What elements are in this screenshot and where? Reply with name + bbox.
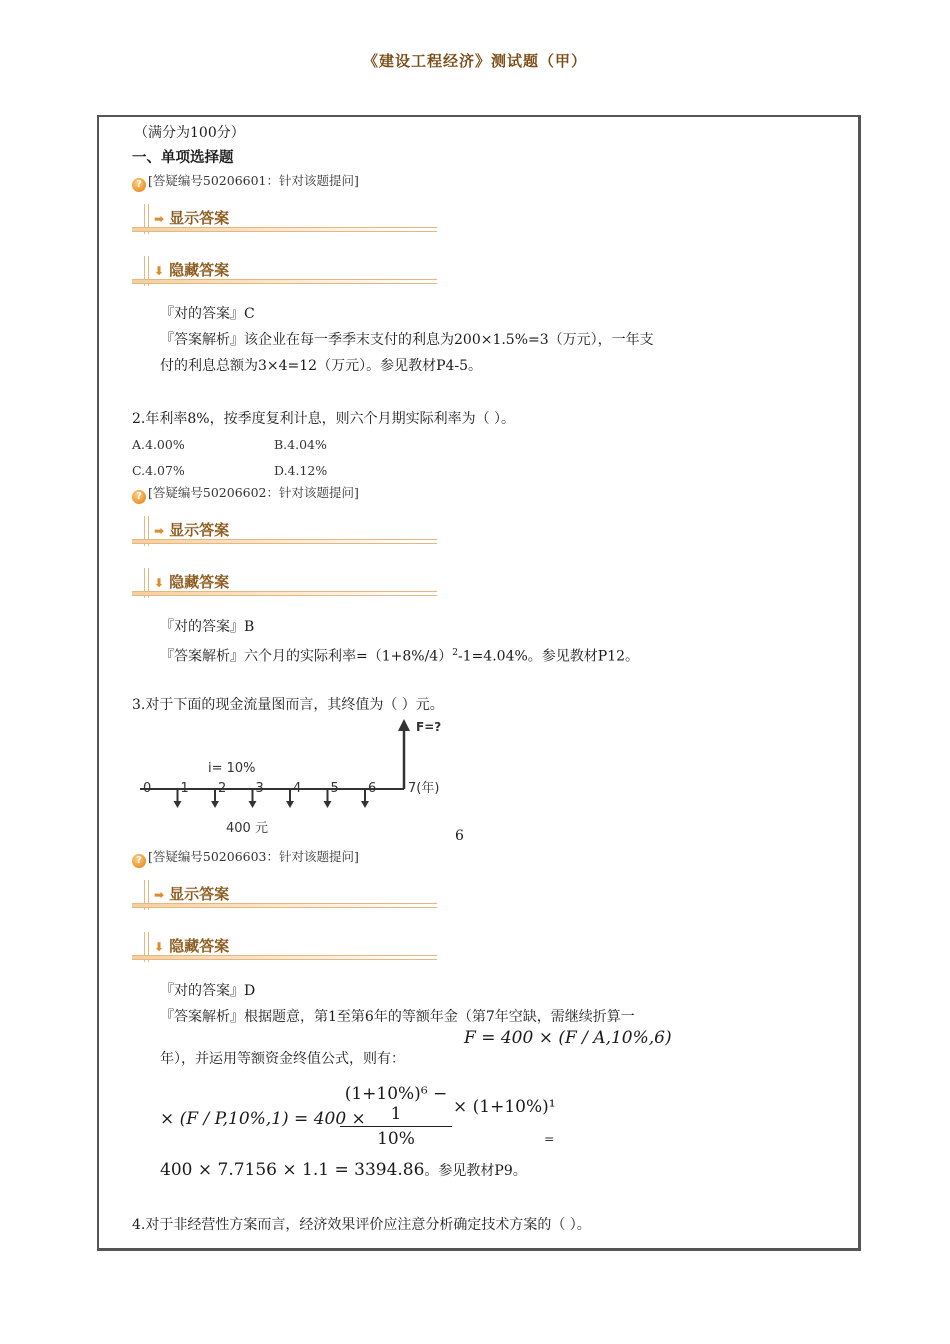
hide-answer-button[interactable]: ⬇ 隐藏答案	[132, 932, 437, 962]
arrow-down-icon: ⬇	[154, 940, 165, 954]
option-b: B.4.04%	[274, 437, 327, 452]
period-tick-label: 0	[143, 781, 152, 796]
period-tick-label: 5	[330, 781, 339, 796]
answer-q3: 『对的答案』D	[160, 983, 256, 999]
ask-link-q2[interactable]: ? [答疑编号50206602：针对该题提问]	[132, 483, 359, 501]
end-period-label: 7(年)	[408, 781, 440, 796]
explanation-q3-line1: 『答案解析』根据题意，第1至第6年的等额年金（第7年空缺，需继续折算一	[160, 1009, 635, 1025]
arrow-right-icon: ➡	[154, 212, 165, 226]
amount-label: 400 元	[226, 821, 268, 836]
question-3-stem: 3.对于下面的现金流量图而言，其终值为（ ）元。	[132, 697, 444, 713]
arrow-down-icon: ⬇	[154, 264, 165, 278]
arrow-right-icon: ➡	[154, 888, 165, 902]
explanation-q1-line1: 『答案解析』该企业在每一季季末支付的利息为200×1.5%=3（万元），一年支	[160, 332, 654, 348]
payment-arrowhead	[324, 801, 332, 808]
period-tick-label: 1	[180, 781, 189, 796]
question-icon: ?	[132, 854, 146, 868]
cash-flow-diagram	[136, 715, 456, 840]
payment-arrowhead	[211, 801, 219, 808]
formula-line1: F = 400 × (F / A,10%,6)	[464, 1028, 672, 1048]
period-tick-label: 4	[293, 781, 302, 796]
payment-arrowhead	[361, 801, 369, 808]
question-4-stem: 4.对于非经营性方案而言，经济效果评价应注意分析确定技术方案的（ ）。	[132, 1217, 591, 1233]
option-c: C.4.07%	[132, 463, 185, 478]
option-d: D.4.12%	[274, 463, 328, 478]
ask-link-q3[interactable]: ? [答疑编号50206603：针对该题提问]	[132, 847, 359, 865]
payment-arrowhead	[174, 801, 182, 808]
arrow-down-icon: ⬇	[154, 576, 165, 590]
show-answer-button[interactable]: ➡ 显示答案	[132, 516, 437, 546]
question-2-stem: 2.年利率8%，按季度复利计息，则六个月期实际利率为（ ）。	[132, 411, 516, 427]
period-tick-label: 2	[218, 781, 227, 796]
answer-q2: 『对的答案』B	[160, 619, 255, 635]
payment-arrowhead	[249, 801, 257, 808]
answer-q1: 『对的答案』C	[160, 306, 255, 322]
formula-line2-left: × (F / P,10%,1) = 400 ×	[160, 1109, 366, 1129]
ask-link-q1[interactable]: ? [答疑编号50206601：针对该题提问]	[132, 171, 359, 189]
future-value-arrowhead	[398, 719, 410, 731]
payment-arrowhead	[286, 801, 294, 808]
show-answer-button[interactable]: ➡ 显示答案	[132, 880, 437, 910]
stray-number: 6	[455, 828, 464, 844]
explanation-q3-line2: 年），并运用等额资金终值公式，则有：	[160, 1051, 405, 1067]
formula-line2-right: × (1+10%)¹	[453, 1097, 556, 1117]
future-value-label: F=?	[416, 720, 442, 734]
arrow-right-icon: ➡	[154, 524, 165, 538]
fraction-numerator: (1+10%)⁶ − 1	[340, 1084, 452, 1127]
explanation-q1-line2: 付的利息总额为3×4=12（万元）。参见教材P4-5。	[160, 358, 483, 374]
explanation-q2: 『答案解析』六个月的实际利率$=(1+8\%/4)^2-1=4.04\%$。参见教材P12。	[160, 648, 640, 665]
fraction-denominator: 10%	[377, 1129, 415, 1149]
show-answer-button[interactable]: ➡ 显示答案	[132, 204, 437, 234]
question-icon: ?	[132, 490, 146, 504]
formula-fraction	[340, 1084, 452, 1149]
section-heading: 一、单项选择题	[132, 149, 234, 166]
question-icon: ?	[132, 178, 146, 192]
option-a: A.4.00%	[132, 437, 185, 452]
document-title: 《建设工程经济》测试题（甲）	[362, 52, 587, 70]
full-score: （满分为100分）	[134, 125, 245, 141]
formula-line3: 400 × 7.7156 × 1.1 = 3394.86。参见教材P9。	[160, 1160, 527, 1180]
period-tick-label: 3	[255, 781, 264, 796]
rate-label: i= 10%	[208, 761, 256, 776]
hide-answer-button[interactable]: ⬇ 隐藏答案	[132, 256, 437, 286]
hide-answer-button[interactable]: ⬇ 隐藏答案	[132, 568, 437, 598]
period-tick-label: 6	[368, 781, 377, 796]
equals-sign: =	[544, 1131, 555, 1146]
